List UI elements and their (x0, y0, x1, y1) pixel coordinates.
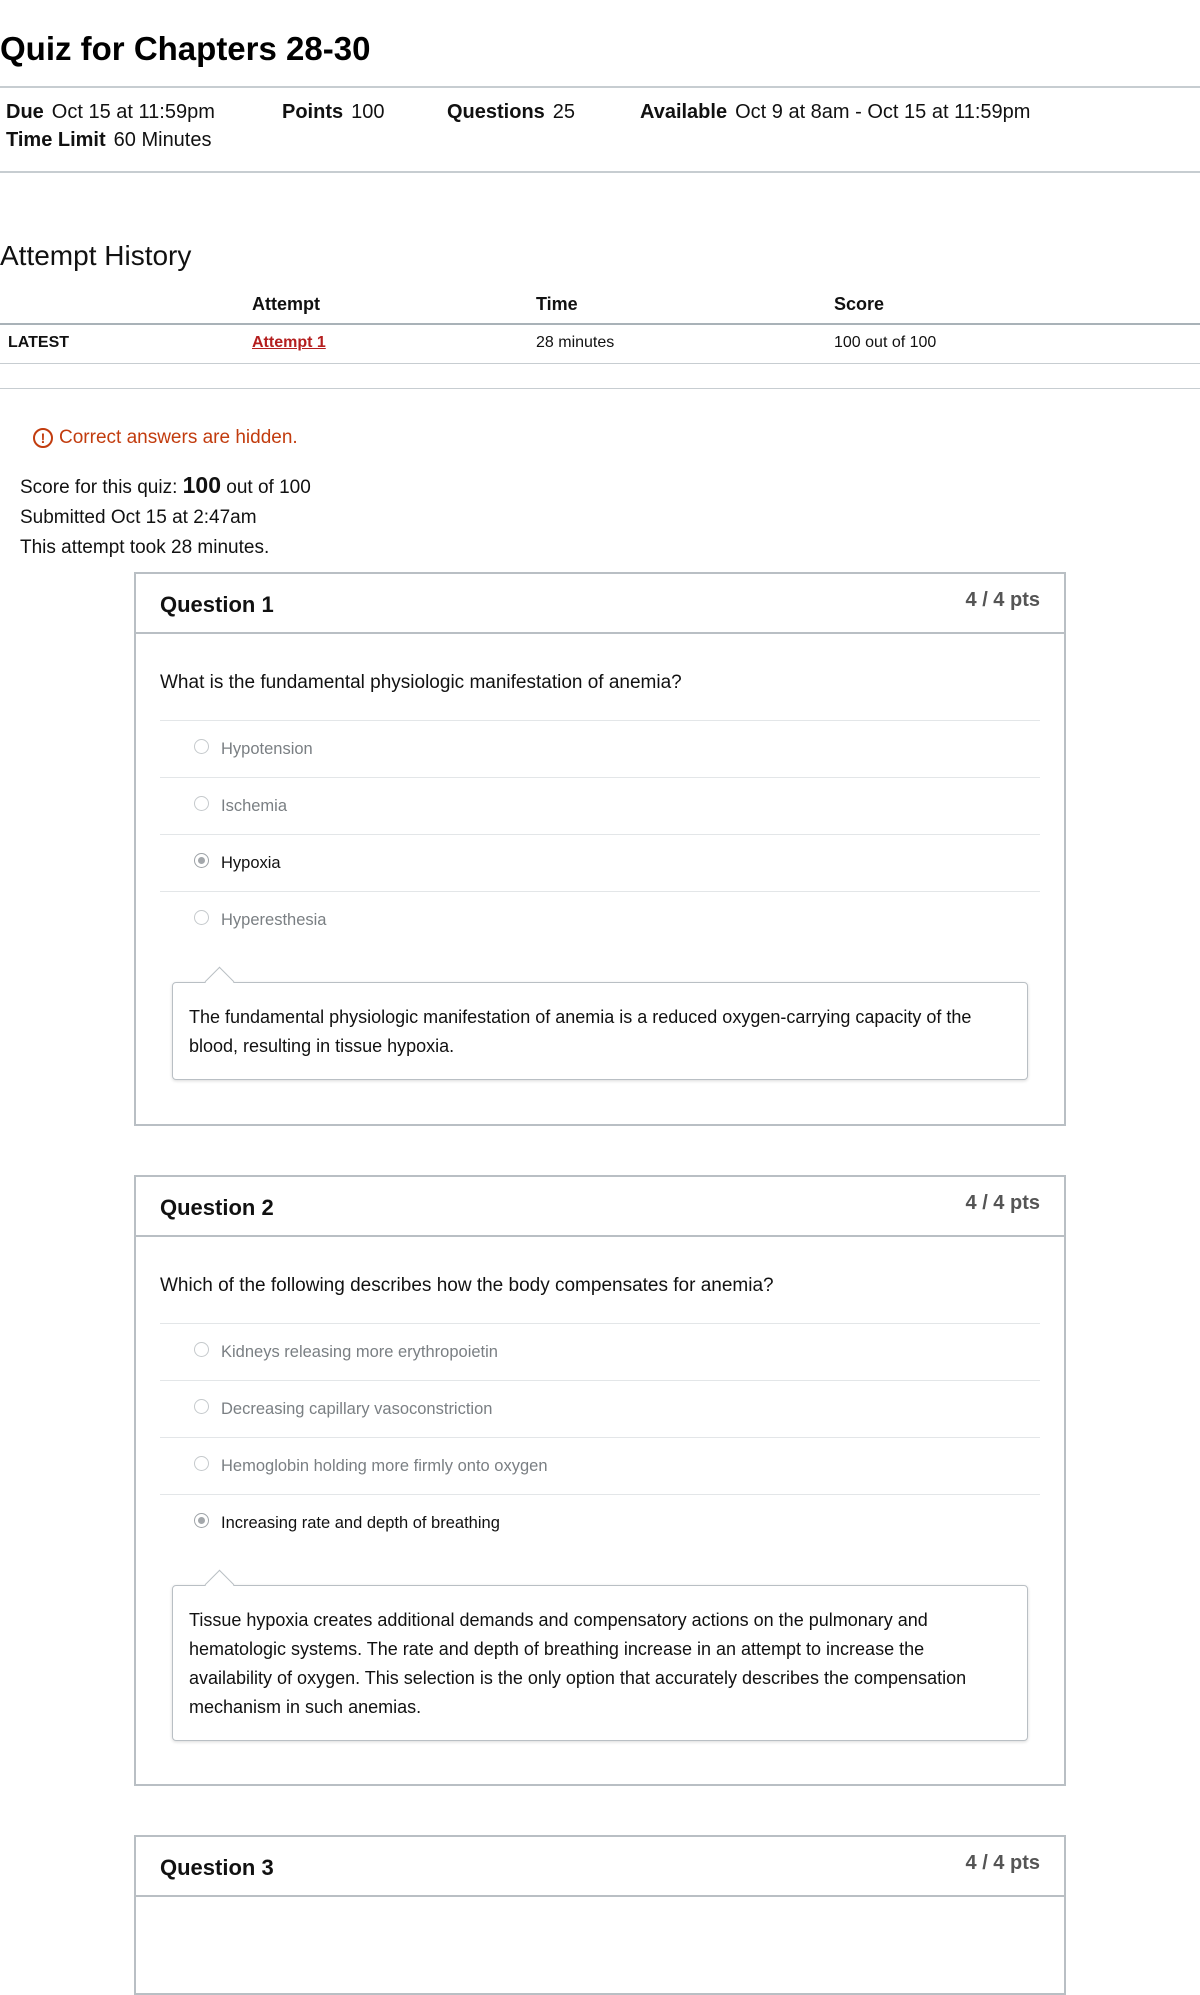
answer-comment (172, 1585, 1028, 1741)
answer-option[interactable] (160, 1380, 1040, 1437)
points (282, 101, 447, 124)
attempt-score: 100 out of 100 (834, 334, 937, 351)
answer-option[interactable] (160, 1323, 1040, 1380)
score-suffix: out of 100 (226, 477, 311, 498)
divider (0, 323, 1200, 325)
radio-button[interactable] (194, 796, 209, 811)
question-card (134, 1175, 1066, 1786)
answer-label: Increasing rate and depth of breathing (221, 1513, 500, 1532)
questions-label: Questions (447, 101, 545, 123)
answer-label: Hypotension (221, 739, 313, 758)
answer-option-selected[interactable] (160, 1494, 1040, 1551)
radio-button-selected[interactable] (194, 853, 209, 868)
question-header (136, 1837, 1064, 1897)
notice-text: Correct answers are hidden. (59, 427, 298, 448)
radio-button[interactable] (194, 1399, 209, 1414)
answer-list (160, 720, 1040, 948)
answer-option[interactable] (160, 1437, 1040, 1494)
page-title: Quiz for Chapters 28-30 (0, 30, 371, 67)
answer-label: Hypoxia (221, 853, 281, 872)
column-header-score: Score (834, 294, 885, 314)
radio-button-selected[interactable] (194, 1513, 209, 1528)
attempt-time: 28 minutes (536, 334, 615, 351)
comment-text: Tissue hypoxia creates additional demands and compensatory actions on the pulmonary and hematologic systems. The rate and depth of breathing increase in an attempt to increase the availability of oxygen. This selection is the only option that accurately describes the compensation mechanism in such anemias. (189, 1610, 967, 1717)
attempt-history-title: Attempt History (0, 240, 192, 271)
question-header (136, 1177, 1064, 1237)
question-points: 4 / 4 pts (965, 1192, 1040, 1214)
column-header-attempt: Attempt (252, 294, 320, 314)
radio-button[interactable] (194, 910, 209, 925)
answer-label: Hemoglobin holding more firmly onto oxygen (221, 1456, 548, 1475)
time-limit-label: Time Limit (6, 129, 106, 151)
availability (640, 101, 1030, 124)
due-value: Oct 15 at 11:59pm (51, 101, 215, 123)
answer-comment (172, 982, 1028, 1080)
comment-text: The fundamental physiologic manifestation of anemia is a reduced oxygen-carrying capacity of the blood, resulting in tissue hypoxia. (189, 1007, 972, 1056)
question-card (134, 1835, 1066, 1995)
score-line (20, 470, 311, 503)
submitted-time: Submitted Oct 15 at 2:47am (20, 507, 257, 528)
points-label: Points (282, 101, 344, 123)
radio-button[interactable] (194, 1342, 209, 1357)
answer-option[interactable] (160, 891, 1040, 948)
hidden-answers-notice (33, 427, 298, 449)
question-points: 4 / 4 pts (965, 589, 1040, 611)
quiz-summary (20, 470, 311, 563)
answer-option-selected[interactable] (160, 834, 1040, 891)
questions-value: 25 (552, 101, 576, 123)
answer-list (160, 1323, 1040, 1551)
question-card (134, 572, 1066, 1126)
available-label: Available (640, 101, 728, 123)
divider (0, 388, 1200, 389)
due-date (6, 101, 282, 124)
due-label: Due (6, 101, 44, 123)
divider (0, 363, 1200, 364)
radio-button[interactable] (194, 1456, 209, 1471)
answer-option[interactable] (160, 720, 1040, 777)
answer-label: Ischemia (221, 796, 288, 815)
answer-label: Kidneys releasing more erythropoietin (221, 1342, 498, 1361)
points-value: 100 (351, 101, 385, 123)
time-limit-value: 60 Minutes (113, 129, 212, 151)
question-text: What is the fundamental physiologic manifestation of anemia? (160, 672, 682, 693)
radio-button[interactable] (194, 739, 209, 754)
question-header (136, 574, 1064, 634)
answer-label: Hyperesthesia (221, 910, 327, 929)
question-title: Question 2 (160, 1195, 274, 1220)
score-prefix: Score for this quiz: (20, 477, 178, 498)
quiz-details (6, 101, 1196, 157)
divider (0, 86, 1200, 88)
latest-tag: LATEST (8, 334, 70, 351)
question-count (447, 101, 640, 124)
question-title: Question 3 (160, 1855, 274, 1880)
answer-label: Decreasing capillary vasoconstriction (221, 1399, 493, 1418)
attempt-link[interactable]: Attempt 1 (252, 334, 326, 351)
divider (0, 171, 1200, 173)
question-text: Which of the following describes how the body compensates for anemia? (160, 1275, 774, 1296)
alert-circle-icon: ! (33, 428, 53, 448)
answer-option[interactable] (160, 777, 1040, 834)
attempt-duration: This attempt took 28 minutes. (20, 537, 270, 558)
question-title: Question 1 (160, 592, 274, 617)
column-header-time: Time (536, 294, 578, 314)
question-points: 4 / 4 pts (965, 1852, 1040, 1874)
available-value: Oct 9 at 8am - Oct 15 at 11:59pm (735, 101, 1031, 123)
score-value: 100 (182, 472, 221, 498)
time-limit (6, 129, 212, 152)
